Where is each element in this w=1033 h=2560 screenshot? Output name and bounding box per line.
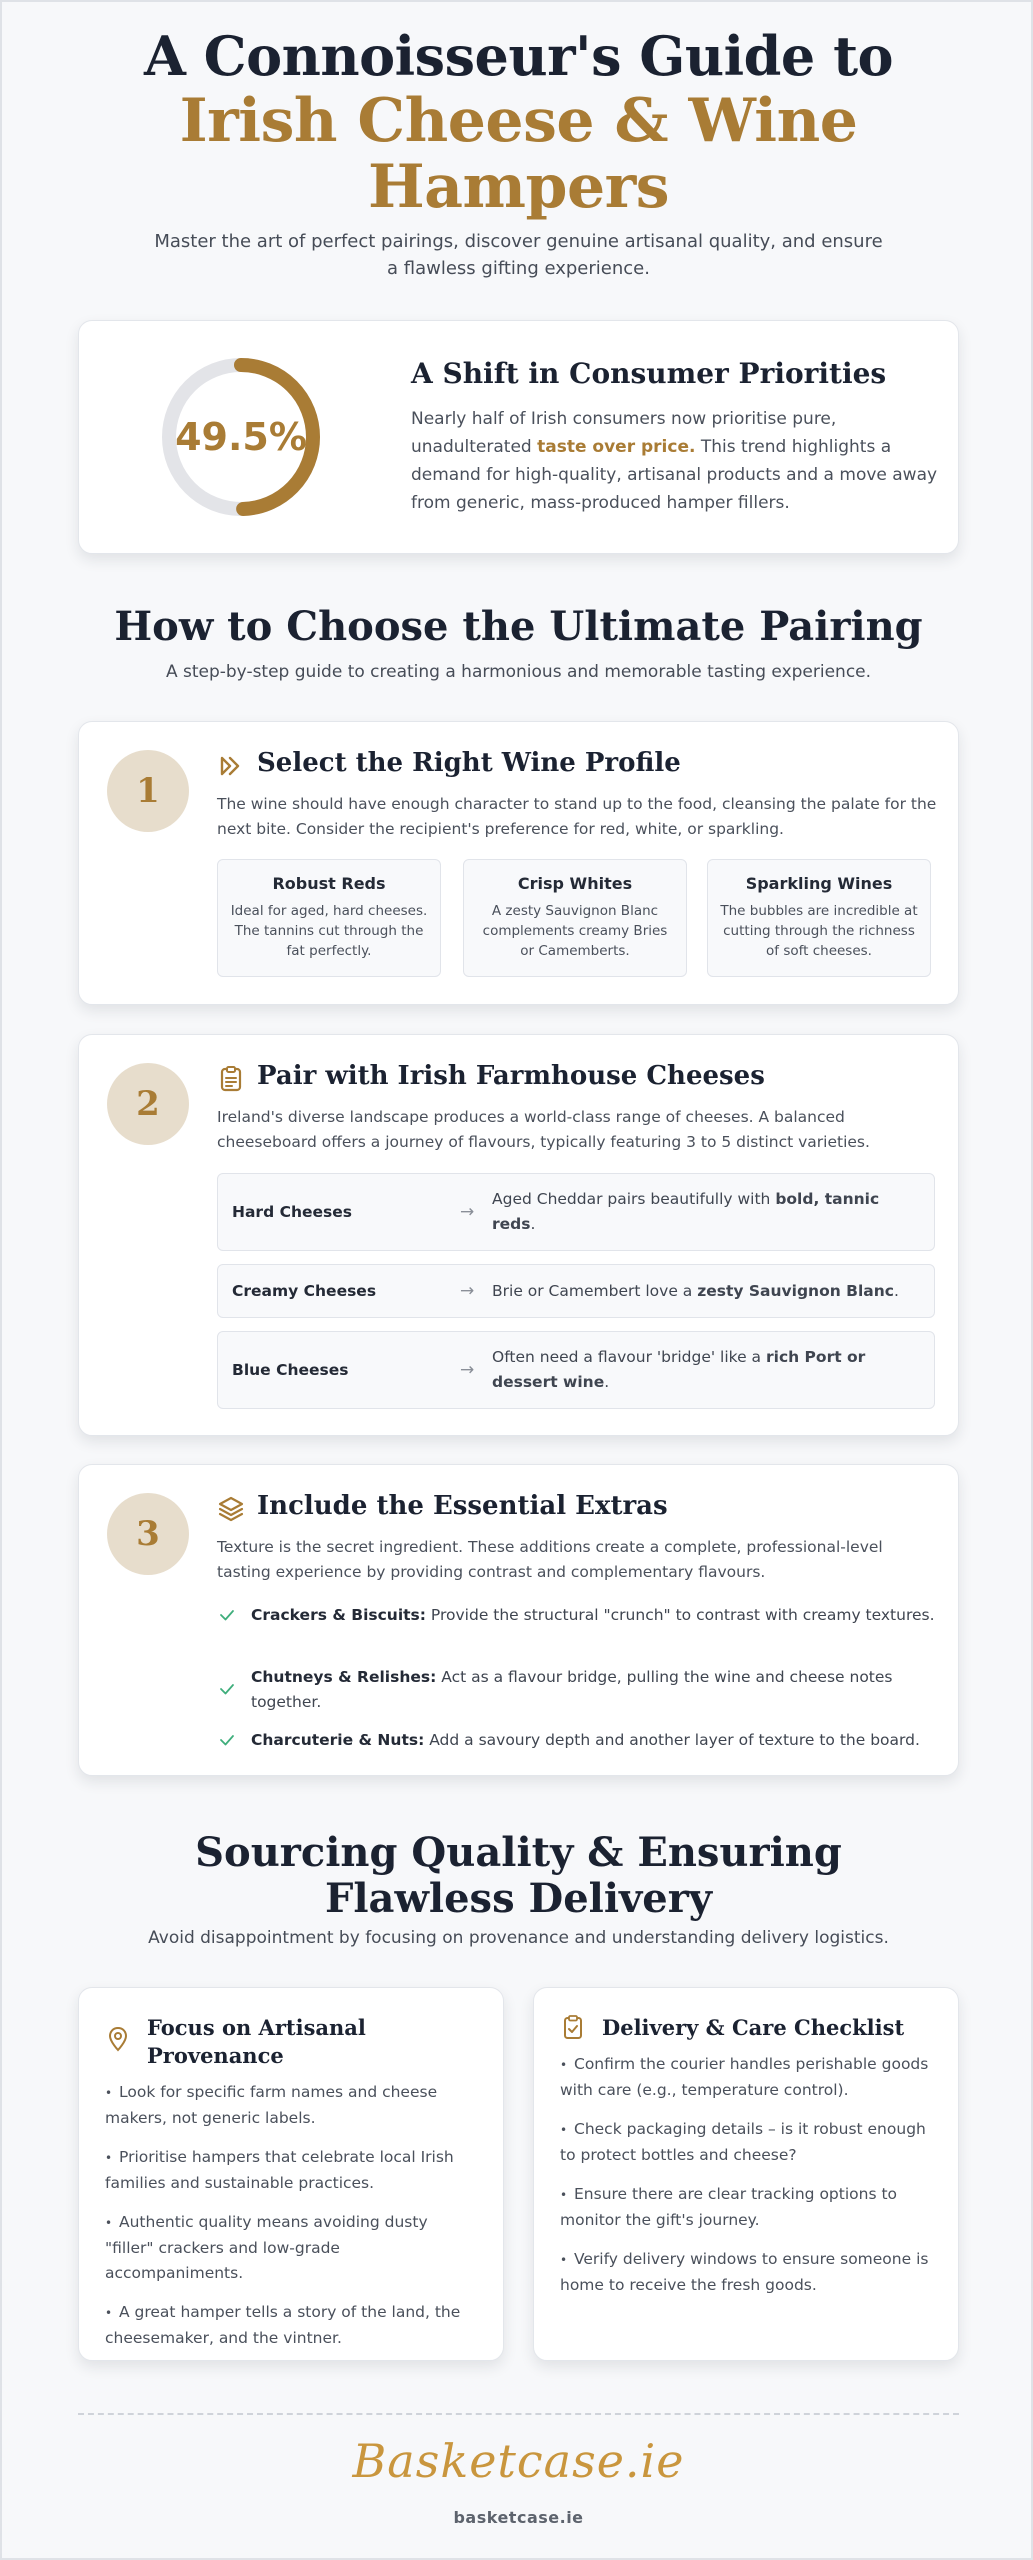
brand-logo[interactable]: Basketcase.ie: [352, 2434, 685, 2488]
pairing-row-hard: [217, 1173, 935, 1251]
pairing-text-end: .: [893, 1281, 899, 1300]
step-1-number: 1: [107, 750, 189, 832]
extra-bold: Charcuterie & Nuts:: [251, 1731, 425, 1749]
pairing-desc: [492, 1265, 912, 1317]
list-item: • Prioritise hampers that celebrate local Irish families and sustainable practices.: [105, 2148, 454, 2192]
location-pin-icon: [105, 2026, 131, 2052]
list-item: • Ensure there are clear tracking options to monitor the gift's journey.: [560, 2185, 898, 2229]
extra-item-crackers: [217, 1603, 937, 1655]
page: [2, 2, 1033, 2560]
pairing-bold: bold, tannic reds: [492, 1190, 880, 1233]
stat-body: [411, 405, 951, 517]
step-2-title: Pair with Irish Farmhouse Cheeses: [257, 1061, 765, 1091]
list-item-text: Ensure there are clear tracking options to monitor the gift's journey.: [560, 2185, 898, 2229]
title-line-1: A Connoisseur's Guide to: [143, 24, 894, 88]
sourcing-title: Sourcing Quality & Ensuring Flawless Delivery: [195, 1829, 842, 1922]
pairing-desc: [492, 1332, 912, 1408]
footer-divider: [78, 2413, 959, 2415]
list-item: • Confirm the courier handles perishable goods with care (e.g., temperature control).: [560, 2055, 929, 2099]
extra-desc: Act as a flavour bridge, pulling the wine and cheese notes together.: [251, 1668, 893, 1711]
step-1-card: [78, 721, 959, 1005]
delivery-card: [533, 1987, 959, 2361]
check-icon: [217, 1679, 237, 1699]
pairing-row-blue: [217, 1331, 935, 1409]
wine-card-title: Sparkling Wines: [745, 874, 893, 893]
pairing-bold: rich Port or dessert wine: [492, 1348, 866, 1391]
title-line-3: Hampers: [367, 152, 670, 222]
step-1-title: Select the Right Wine Profile: [257, 748, 681, 778]
list-item: • Look for specific farm names and cheese makers, not generic labels.: [105, 2083, 438, 2127]
sourcing-subtitle: Avoid disappointment by focusing on provenance and understanding delivery logistics.: [148, 1928, 889, 1948]
extra-bold: Chutneys & Relishes:: [251, 1668, 437, 1686]
layers-icon: [217, 1495, 245, 1523]
extra-desc: Provide the structural "crunch" to contrast with creamy textures.: [425, 1606, 935, 1624]
arrow-right-icon: →: [460, 1281, 475, 1301]
step-2-number: 2: [107, 1063, 189, 1145]
list-item-text: Look for specific farm names and cheese makers, not generic labels.: [105, 2083, 438, 2127]
stat-title: A Shift in Consumer Priorities: [411, 357, 887, 390]
pairing-text: Aged Cheddar pairs beautifully with: [492, 1190, 776, 1208]
pairing-text: Brie or Camembert love a: [492, 1281, 698, 1300]
clipboard-check-icon: [560, 2014, 586, 2040]
extra-item-charcuterie: [217, 1728, 937, 1756]
provenance-list: [105, 2080, 475, 2365]
stat-body-text: Nearly half of Irish consumers now prioritise pure, unadulterated: [411, 409, 837, 457]
list-item-text: Prioritise hampers that celebrate local Irish families and sustainable practices.: [105, 2148, 454, 2192]
extra-item-chutneys: [217, 1665, 937, 1717]
list-item-text: Confirm the courier handles perishable goods with care (e.g., temperature control).: [560, 2055, 929, 2099]
provenance-card: [78, 1987, 504, 2361]
page-title: [2, 24, 1033, 220]
stat-highlight: taste over price.: [537, 437, 696, 457]
delivery-list: [560, 2052, 930, 2312]
provenance-title: Focus on Artisanal Provenance: [147, 2015, 366, 2068]
wine-card-title: Crisp Whites: [517, 874, 633, 893]
delivery-title: Delivery & Care Checklist: [602, 2015, 905, 2040]
cheese-type: Blue Cheeses: [232, 1361, 349, 1379]
cheese-type: Hard Cheeses: [232, 1203, 352, 1221]
pairing-subtitle: A step-by-step guide to creating a harmonious and memorable tasting experience.: [165, 662, 872, 682]
list-item: • A great hamper tells a story of the land, the cheesemaker, and the vintner.: [105, 2303, 461, 2347]
wine-card-whites: [463, 859, 687, 977]
list-item: • Check packaging details – is it robust enough to protect bottles and cheese?: [560, 2120, 926, 2164]
clipboard-document-icon: [217, 1065, 245, 1093]
arrow-right-icon: →: [460, 1202, 475, 1222]
list-item-text: Check packaging details – is it robust enough to protect bottles and cheese?: [560, 2120, 926, 2164]
page-subtitle: Master the art of perfect pairings, discover genuine artisanal quality, and ensure a flawless gifting experience.: [154, 231, 883, 279]
check-icon: [217, 1730, 237, 1750]
extra-text: [251, 1665, 941, 1715]
pairing-bold: zesty Sauvignon Blanc: [697, 1281, 894, 1300]
extra-text: [251, 1603, 941, 1628]
wine-card-desc: Ideal for aged, hard cheeses. The tannins cut through the fat perfectly.: [230, 903, 428, 959]
pairing-text-end: .: [604, 1373, 610, 1391]
stat-body-text-end: This trend highlights a demand for high-quality, artisanal products and a move away from generic, mass-produced hamper fillers.: [411, 437, 938, 513]
list-item: • Verify delivery windows to ensure someone is home to receive the fresh goods.: [560, 2250, 929, 2294]
pairing-desc: [492, 1174, 912, 1250]
extra-desc: Add a savoury depth and another layer of texture to the board.: [424, 1731, 920, 1749]
double-chevron-right-icon: [217, 752, 245, 780]
step-3-title: Include the Essential Extras: [257, 1491, 668, 1521]
list-item-text: Verify delivery windows to ensure someone is home to receive the fresh goods.: [560, 2250, 929, 2294]
pairing-text: Often need a flavour 'bridge' like a: [492, 1348, 766, 1366]
step-2-desc: Ireland's diverse landscape produces a world-class range of cheeses. A balanced cheeseboard offers a journey of flavours, typically featuring 3 to 5 distinct varieties.: [217, 1108, 870, 1151]
wine-card-desc: The bubbles are incredible at cutting through the richness of soft cheeses.: [720, 903, 918, 959]
arrow-right-icon: →: [460, 1360, 475, 1380]
check-icon: [217, 1605, 237, 1625]
wine-card-title: Robust Reds: [272, 874, 386, 893]
extra-text: [251, 1728, 941, 1753]
title-line-2: Irish Cheese & Wine: [179, 86, 858, 156]
list-item-text: Authentic quality means avoiding dusty "filler" crackers and low-grade accompaniments.: [105, 2213, 428, 2282]
wine-card-reds: [217, 859, 441, 977]
pairing-text-end: .: [530, 1215, 536, 1233]
stat-value: 49.5%: [175, 415, 307, 459]
wine-card-sparkling: [707, 859, 931, 977]
step-3-desc: Texture is the secret ingredient. These additions create a complete, professional-level tasting experience by providing contrast and complementary flavours.: [217, 1538, 883, 1581]
list-item: • Authentic quality means avoiding dusty "filler" crackers and low-grade accompaniments.: [105, 2213, 428, 2282]
wine-card-desc: A zesty Sauvignon Blanc complements creamy Bries or Camemberts.: [482, 903, 668, 959]
pairing-row-creamy: [217, 1264, 935, 1318]
brand-url-link[interactable]: basketcase.ie: [453, 2508, 584, 2527]
cheese-type: Creamy Cheeses: [232, 1282, 377, 1300]
step-3-number: 3: [107, 1493, 189, 1575]
pairing-title: How to Choose the Ultimate Pairing: [114, 603, 923, 650]
step-1-desc: The wine should have enough character to stand up to the food, cleansing the palate for the next bite. Consider the recipient's preference for red, white, or sparkling.: [217, 795, 937, 838]
step-2-card: [78, 1034, 959, 1436]
stat-card: [78, 320, 959, 554]
step-3-card: [78, 1464, 959, 1776]
extra-bold: Crackers & Biscuits:: [251, 1606, 426, 1624]
list-item-text: A great hamper tells a story of the land, the cheesemaker, and the vintner.: [105, 2303, 461, 2347]
